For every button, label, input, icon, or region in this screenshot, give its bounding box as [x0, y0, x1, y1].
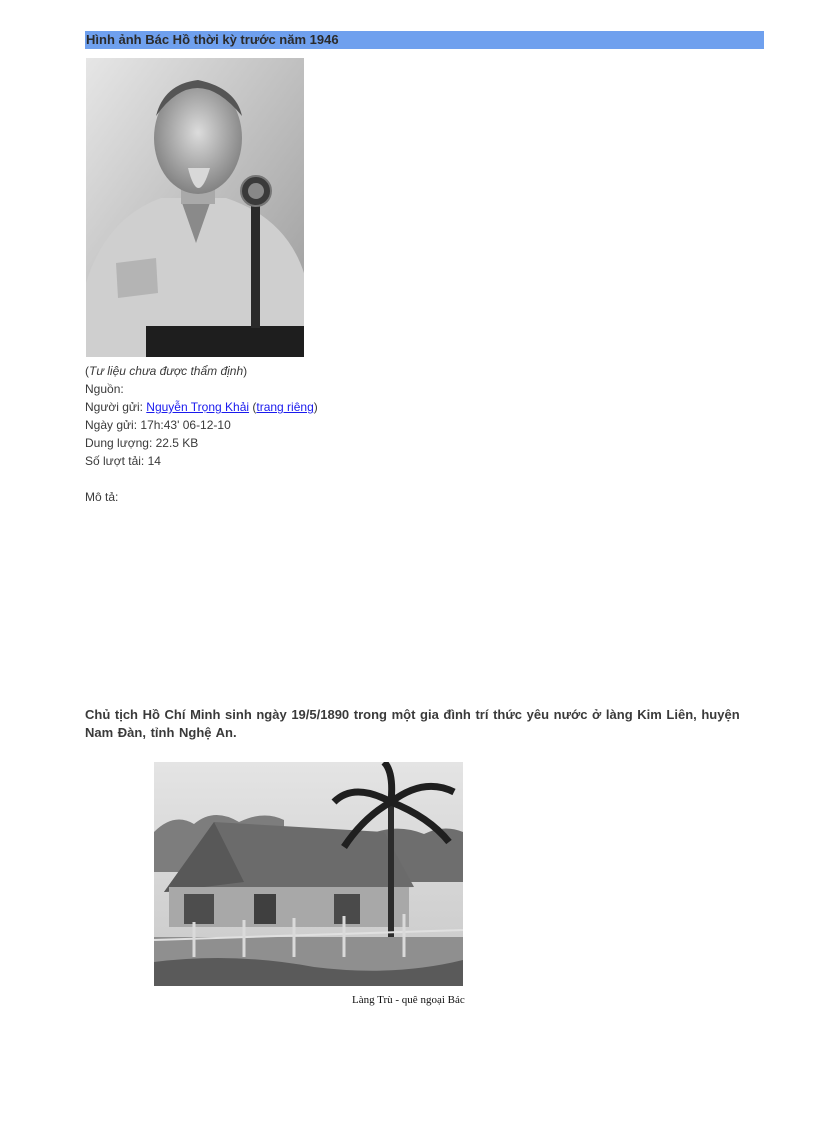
biography-paragraph: Chủ tịch Hồ Chí Minh sinh ngày 19/5/1890 trong một gia đình trí thức yêu nước ở làng Kim Liên, huyện Nam Đàn, tỉnh Nghệ An.	[85, 707, 740, 740]
portrait-photo	[86, 58, 304, 357]
date-sent: Ngày gửi: 17h:43' 06-12-10	[85, 418, 231, 432]
sender-name-link[interactable]: Nguyễn Trọng Khải	[146, 400, 250, 414]
description-label: Mô tả:	[85, 490, 119, 504]
source-label: Nguồn:	[85, 382, 124, 396]
file-size: Dung lượng: 22.5 KB	[85, 436, 199, 450]
sender-line: Người gửi: Nguyễn Trọng Khải (trang riêng)	[85, 400, 318, 414]
sender-homepage-link[interactable]: trang riêng	[256, 400, 314, 414]
village-house-image	[154, 762, 463, 986]
portrait-image	[86, 58, 304, 357]
village-photo	[154, 762, 463, 986]
unverified-note-text: Tư liệu chưa được thẩm định	[89, 364, 244, 378]
section-title-bar	[85, 31, 764, 49]
sender-label: Người gửi:	[85, 400, 147, 414]
download-count: Số lượt tải: 14	[85, 454, 161, 468]
village-photo-caption: Làng Trù - quê ngoại Bác	[352, 994, 465, 1006]
unverified-note: (Tư liệu chưa được thẩm định)	[85, 364, 248, 378]
page-title: Hình ảnh Bác Hồ thời kỳ trước năm 1946	[86, 32, 339, 47]
